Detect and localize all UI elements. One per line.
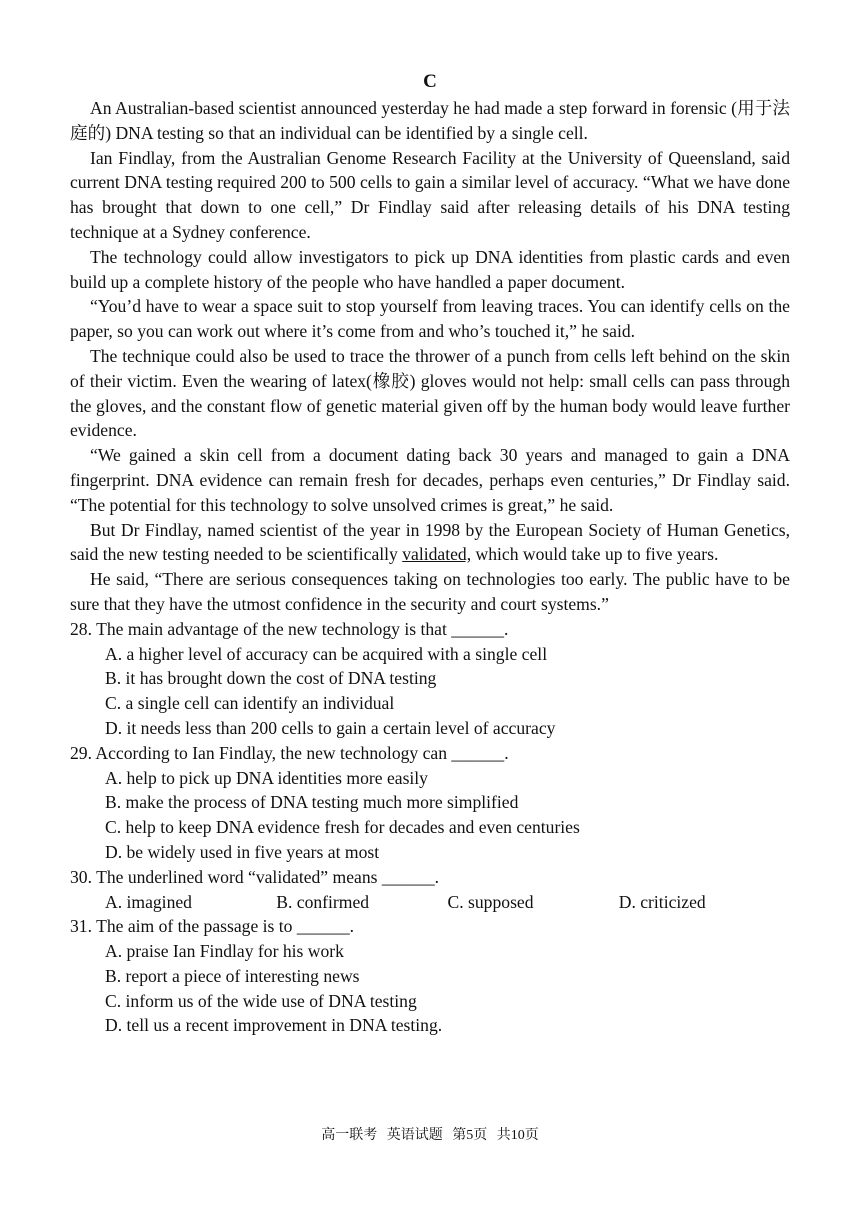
question-30 bbox=[70, 865, 790, 915]
question-29 bbox=[70, 741, 790, 865]
passage-paragraph-6: “We gained a skin cell from a document dating back 30 years and managed to gain a DNA fingerprint. DNA evidence can remain fresh for decades, perhaps even centuries,” Dr Findlay said. “The potential for this technology to solve unsolved crimes is great,” he said. bbox=[70, 445, 790, 515]
option-b: B. it has brought down the cost of DNA testing bbox=[105, 668, 437, 689]
page-footer: 高一联考 英语试题 第5页 共10页 bbox=[321, 1128, 539, 1143]
option-a: A. praise Ian Findlay for his work bbox=[105, 941, 344, 962]
passage-paragraph-2: Ian Findlay, from the Australian Genome Research Facility at the University of Queensland, said current DNA testing required 200 to 500 cells to gain a similar level of accuracy. “What we have done has brought that down to one cell,” Dr Findlay said after releasing details of his DNA testing technique at a Sydney conference. bbox=[70, 147, 790, 242]
passage-paragraph-7 bbox=[70, 518, 790, 568]
option-c: C. help to keep DNA evidence fresh for decades and even centuries bbox=[105, 817, 580, 838]
question-28 bbox=[70, 617, 790, 741]
option-d: D. be widely used in five years at most bbox=[105, 841, 380, 862]
option-b: B. make the process of DNA testing much more simplified bbox=[105, 792, 519, 813]
question-31 bbox=[70, 914, 790, 1038]
option-c: C. inform us of the wide use of DNA testing bbox=[105, 990, 417, 1011]
underlined-word: validated, bbox=[402, 544, 472, 565]
option-d: D. tell us a recent improvement in DNA testing. bbox=[105, 1015, 443, 1036]
options-row bbox=[70, 890, 790, 915]
option-c: C. supposed bbox=[447, 891, 534, 912]
passage-paragraph-3: The technology could allow investigators to pick up DNA identities from plastic cards and even build up a complete history of the people who have handled a paper document. bbox=[70, 246, 790, 292]
option-c: C. a single cell can identify an individual bbox=[105, 693, 395, 714]
option-b: B. report a piece of interesting news bbox=[105, 965, 360, 986]
section-title: C bbox=[423, 71, 437, 92]
passage-paragraph-4: “You’d have to wear a space suit to stop yourself from leaving traces. You can identify cells on the paper, so you can work out where it’s come from and who’s touched it,” he said. bbox=[70, 296, 790, 342]
option-d: D. criticized bbox=[618, 891, 706, 912]
paragraph-text-before: But Dr Findlay, named scientist of the year in 1998 by the European Society of Human Genetics, said the new testing needed to be scientifically bbox=[70, 519, 790, 565]
question-stem: 29. According to Ian Findlay, the new technology can ______. bbox=[70, 742, 509, 763]
passage-paragraph-5: The technique could also be used to trace the thrower of a punch from cells left behind on the skin of their victim. Even the wearing of latex(橡胶) gloves would not help: small cells can pass through the gloves, and the constant flow of genetic material given off by the human body would leave further evidence. bbox=[70, 345, 790, 441]
paragraph-text-after: which would take up to five years. bbox=[471, 544, 719, 565]
question-stem: 31. The aim of the passage is to ______. bbox=[70, 916, 355, 937]
passage-paragraph-8: He said, “There are serious consequences taking on technologies too early. The public have to be sure that they have the utmost confidence in the security and court systems.” bbox=[70, 569, 790, 614]
passage-paragraph-1: An Australian-based scientist announced yesterday he had made a step forward in forensic (用于法庭的) DNA testing so that an individual can be identified by a single cell. bbox=[70, 98, 790, 143]
option-d: D. it needs less than 200 cells to gain a certain level of accuracy bbox=[105, 717, 556, 738]
question-stem: 28. The main advantage of the new technology is that ______. bbox=[70, 618, 509, 639]
passage bbox=[70, 96, 790, 617]
document-page bbox=[70, 70, 790, 1038]
option-a: A. imagined bbox=[105, 891, 192, 912]
option-a: A. help to pick up DNA identities more easily bbox=[105, 767, 428, 788]
option-b: B. confirmed bbox=[276, 891, 370, 912]
question-stem: 30. The underlined word “validated” means ______. bbox=[70, 866, 440, 887]
option-a: A. a higher level of accuracy can be acquired with a single cell bbox=[105, 643, 548, 664]
